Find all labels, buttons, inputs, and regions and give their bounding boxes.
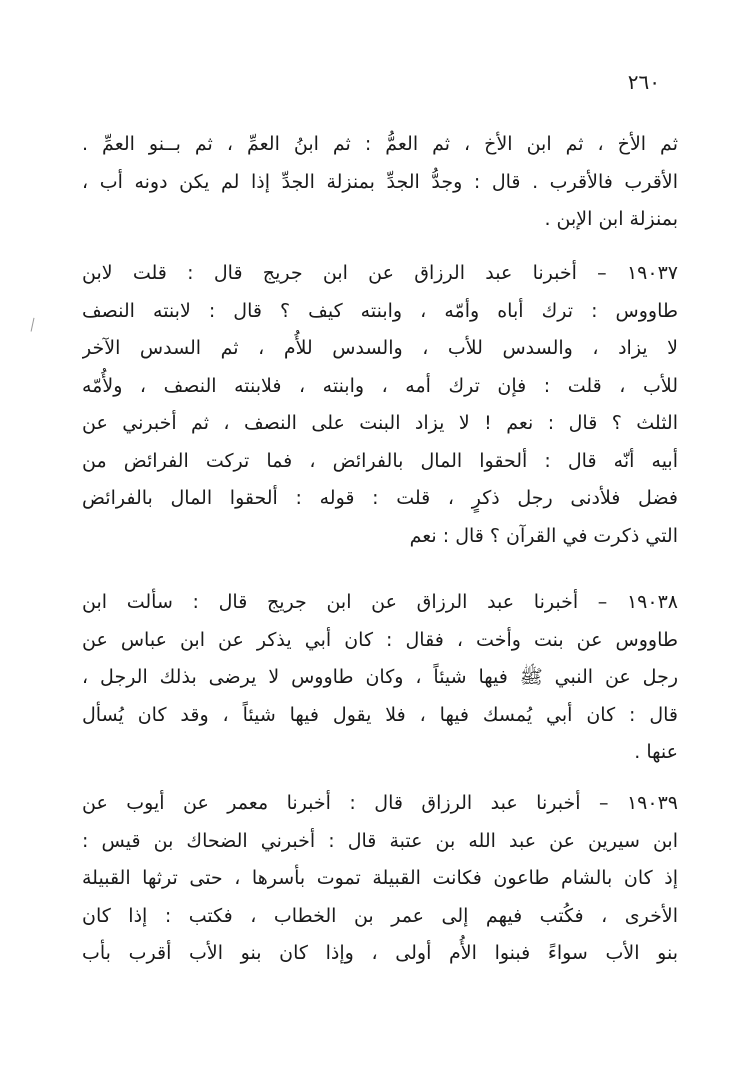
- text-line: إذ كان بالشام طاعون فكانت القبيلة تموت بأسرها ، حتى ترثها القبيلة: [82, 867, 678, 889]
- text-line: التي ذكرت في القرآن ؟ قال : نعم: [409, 524, 678, 547]
- text-line: طاووس : ترك أباه وأمّه ، وابنته كيف ؟ قال : لابنته النصف: [82, 299, 678, 322]
- text-line: فضل فلأدنى رجل ذكرٍ ، قلت : قوله : ألحقوا المال بالفرائض: [82, 487, 678, 509]
- paragraph-hadith-19038: [82, 584, 678, 772]
- text-line: ثم الأخ ، ثم ابن الأخ ، ثم العمُّ : ثم ابنُ العمِّ ، ثم بــنو العمِّ .: [82, 133, 678, 155]
- text-line: ابن سيرين عن عبد الله بن عتبة قال : أخبرني الضحاك بن قيس :: [82, 829, 678, 852]
- text-line: ١٩٠٣٨ – أخبرنا عبد الرزاق عن ابن جريج قال : سألت ابن: [82, 591, 678, 613]
- paragraph-intro: [82, 126, 678, 239]
- text-line: رجل عن النبي ﷺ فيها شيئاً ، وكان طاووس لا يرضى بذلك الرجل ،: [82, 666, 678, 688]
- paragraph-hadith-19037: [82, 255, 678, 555]
- text-line: ١٩٠٣٩ – أخبرنا عبد الرزاق قال : أخبرنا معمر عن أيوب عن: [82, 792, 678, 814]
- text-line: لا يزاد ، والسدس للأب ، والسدس للأُم ، ثم السدس الآخر: [82, 337, 678, 359]
- text-line: طاووس عن بنت وأخت ، فقال : كان أبي يذكر عن ابن عباس عن: [82, 628, 678, 651]
- text-line: الثلث ؟ قال : نعم ! لا يزاد البنت على النصف ، ثم أخبرني عن: [82, 412, 678, 434]
- margin-mark: [31, 318, 38, 333]
- text-line: ١٩٠٣٧ – أخبرنا عبد الرزاق عن ابن جريج قال : قلت لابن: [82, 262, 678, 284]
- text-line: قال : كان أبي يُمسك فيها ، فلا يقول فيها شيئاً ، وقد كان يُسأل: [82, 703, 678, 726]
- text-line: الأخرى ، فكُتب فيهم إلى عمر بن الخطاب ، فكتب : إذا كان: [82, 904, 678, 927]
- text-line: عنها .: [634, 741, 678, 763]
- text-line: بمنزلة ابن الإبن .: [544, 208, 678, 230]
- paragraph-hadith-19039: [82, 785, 678, 973]
- text-line: أبيه أنّه قال : ألحقوا المال بالفرائض ، فما تركت الفرائض من: [82, 449, 678, 472]
- text-line: بنو الأب سواءً فبنوا الأُم أولى ، وإذا كان بنو الأب أقرب بأب: [82, 942, 678, 964]
- text-line: الأقرب فالأقرب . قال : وجدُّ الجدِّ بمنزلة الجدِّ إذا لم يكن دونه أب ،: [82, 170, 678, 193]
- text-line: للأب ، قلت : فإن ترك أمه ، وابنته ، فلابنته النصف ، ولأُمّه: [82, 374, 678, 397]
- page-number: ٢٦٠: [627, 70, 660, 94]
